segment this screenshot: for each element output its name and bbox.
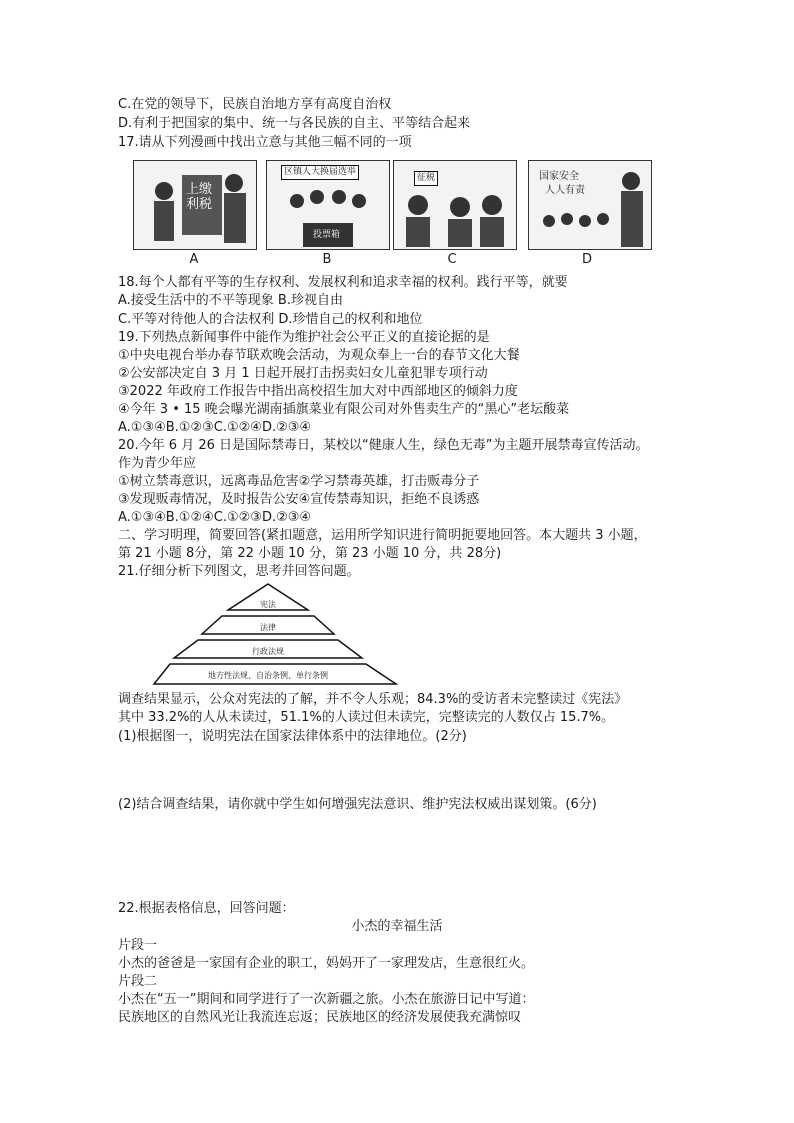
question-19-item-3: ③2022 年政府工作报告中指出高校招生加大对中西部地区的倾斜力度: [118, 384, 518, 399]
question-21-part-1: (1)根据图一，说明宪法在国家法律体系中的法律地位。(2分): [118, 729, 467, 744]
cartoon-b-voter-head-2: [310, 190, 324, 204]
cartoon-d-label: D: [581, 252, 592, 267]
cartoon-c-label: C: [447, 252, 457, 267]
question-18-options-cd: C.平等对待他人的合法权利 D.珍惜自己的权利和地位: [118, 312, 423, 327]
question-20-options: A.①③④B.①②④C.①②③D.②③④: [118, 510, 312, 525]
cartoon-a: [133, 160, 257, 250]
cartoon-d-guard-head: [622, 172, 640, 190]
question-22: 22.根据表格信息，回答问题：: [118, 901, 295, 916]
cartoon-a-person-head: [155, 182, 173, 200]
cartoon-c-person-body-2: [448, 219, 472, 247]
survey-result-1: 调查结果显示，公众对宪法的了解，并不令人乐观；84.3%的受访者未完整读过《宪法》: [118, 692, 628, 707]
cartoon-d-crowd-head-2: [561, 213, 573, 225]
question-20-items-34: ③发现贩毒情况，及时报告公安④宣传禁毒知识，拒绝不良诱惑: [118, 492, 480, 507]
cartoon-a-official-body: [224, 193, 246, 243]
fragment-2-text: 小杰在“五一”期间和同学进行了一次新疆之旅。小杰在旅游日记中写道：: [118, 992, 535, 1007]
cartoon-c: [393, 160, 517, 250]
question-19: 19.下列热点新闻事件中能作为维护社会公平正义的直接论据的是: [118, 330, 490, 345]
cartoon-b-voter-head-1: [290, 194, 304, 208]
question-19-item-2: ②公安部决定自 3 月 1 日起开展打击拐卖妇女儿童犯罪专项行动: [118, 366, 488, 381]
cartoon-a-official-head: [225, 174, 243, 192]
pyramid-level-1-label: 宪法: [260, 600, 276, 609]
option-d-line: D.有利于把国家的集中、统一与各民族的自主、平等结合起来: [118, 116, 471, 131]
fragment-2-heading: 片段二: [118, 974, 158, 989]
cartoon-d-sign-1: 国家安全: [539, 171, 579, 182]
section-2-heading-cont: 第 21 小题 8分，第 22 小题 10 分，第 23 小题 10 分，共 28分): [118, 546, 502, 561]
cartoon-b-ballot-label: 投票箱: [313, 230, 341, 240]
fragment-1-text: 小杰的爸爸是一家国有企业的职工，妈妈开了一家理发店，生意很红火。: [118, 956, 535, 971]
cartoon-d: [528, 160, 652, 250]
cartoon-c-person-body-3: [480, 217, 504, 247]
section-2-heading: 二、学习明理，简要回答(紧扣题意，运用所学知识进行简明扼要地回答。本大题共 3 小题，: [118, 528, 647, 543]
pyramid-level-2-label: 法律: [260, 623, 276, 632]
cartoon-b-voter-head-3: [332, 190, 346, 204]
cartoon-c-person-body-1: [406, 217, 430, 247]
question-21-part-2: (2)结合调查结果，请你就中学生如何增强宪法意识、维护宪法权威出谋划策。(6分): [118, 797, 597, 812]
question-18: 18.每个人都有平等的生存权利、发展权利和追求幸福的权利。践行平等，就要: [118, 275, 568, 290]
survey-result-2: 其中 33.2%的人从未读过，51.1%的人读过但未读完，完整读完的人数仅占 15.7%。: [118, 710, 615, 725]
pyramid-level-3-label: 行政法规: [252, 647, 284, 656]
cartoon-d-guard-body: [621, 191, 643, 247]
cartoon-b-banner: 区镇人大换届选举: [281, 165, 359, 180]
question-17: 17.请从下列漫画中找出立意与其他三幅不同的一项: [118, 135, 412, 150]
cartoon-d-sign-2: 人人有责: [545, 185, 585, 196]
question-19-item-1: ①中央电视台举办春节联欢晚会活动，为观众奉上一台的春节文化大餐: [118, 348, 520, 363]
question-20-stem: 作为青少年应: [118, 456, 197, 471]
cartoon-c-drawing: [394, 161, 516, 249]
cartoon-b: [266, 160, 390, 250]
question-21: 21.仔细分析下列图文，思考并回答问题。: [118, 564, 360, 579]
cartoon-a-label: A: [189, 252, 199, 267]
story-title: 小杰的幸福生活: [351, 919, 443, 934]
fragment-2-text-cont: 民族地区的自然风光让我流连忘返；民族地区的经济发展使我充满惊叹: [118, 1010, 522, 1025]
question-20: 20.今年 6 月 26 日是国际禁毒日，某校以“健康人生，绿色无毒”为主题开展禁毒宣传活动。: [118, 438, 649, 453]
cartoon-b-label: B: [322, 252, 332, 267]
question-19-item-4: ④今年 3 • 15 晚会曝光湖南插旗菜业有限公司对外售卖生产的“黑心”老坛酸菜: [118, 402, 570, 417]
cartoon-d-crowd-head-1: [543, 215, 555, 227]
pyramid-level-4-label: 地方性法规、自治条例、单行条例: [208, 671, 328, 680]
question-18-options-ab: A.接受生活中的不平等现象 B.珍视自由: [118, 293, 343, 308]
question-19-options: A.①③④B.①②③C.①②④D.②③④: [118, 420, 312, 435]
cartoon-a-person-body: [154, 201, 174, 241]
option-c-line: C.在党的领导下，民族自治地方享有高度自治权: [118, 97, 392, 112]
cartoon-c-sign: 征税: [414, 171, 438, 186]
cartoon-c-person-head-1: [408, 195, 428, 215]
cartoon-c-person-head-3: [482, 195, 502, 215]
question-20-items-12: ①树立禁毒意识，远离毒品危害②学习禁毒英雄，打击贩毒分子: [118, 474, 480, 489]
cartoon-c-person-head-2: [450, 197, 470, 217]
cartoon-b-voter-head-4: [352, 194, 366, 208]
cartoon-d-crowd-head-3: [579, 215, 591, 227]
fragment-1-heading: 片段一: [118, 938, 158, 953]
cartoon-a-sign: 上缴利税: [184, 181, 222, 213]
cartoon-d-crowd-head-4: [597, 213, 609, 225]
